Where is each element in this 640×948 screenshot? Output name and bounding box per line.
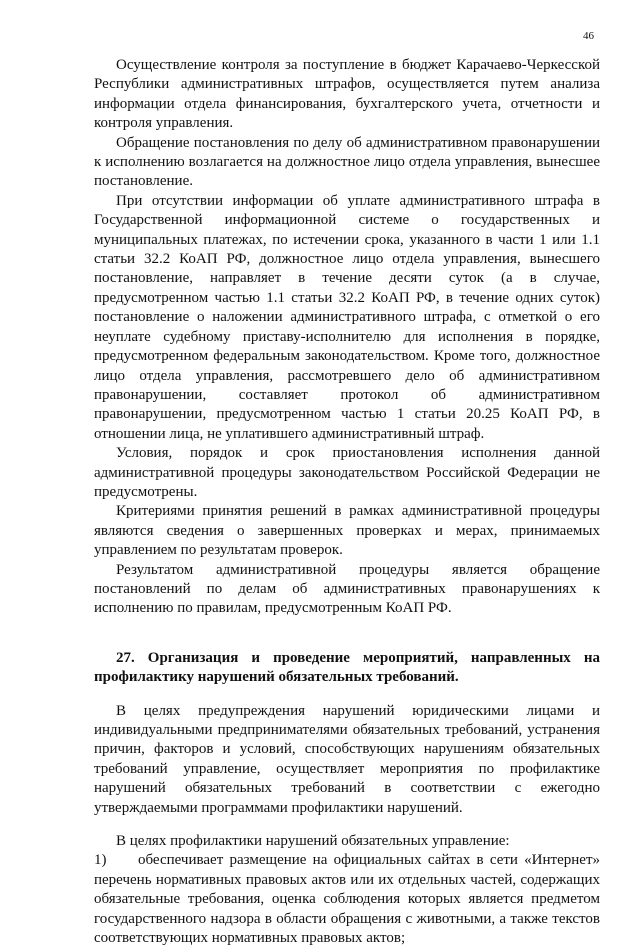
section-heading: 27. Организация и проведение мероприятий, направленных на профилактику нарушений обязательных требований. xyxy=(94,649,600,686)
paragraph-enforcement: Обращение постановления по делу об административном правонарушении к исполнению возлагается на должностное лицо отдела управления, вынесшее постановление. xyxy=(94,134,600,190)
section-intro: В целях предупреждения нарушений юридическими лицами и индивидуальными предпринимателями обязательных требований, устранения причин, факторов и условий, способствующих нарушениям обязательных требований управление, осуществляет мероприятия по профилактике нарушений обязательных требований в соответствии с ежегодно утверждаемыми программами профилактики нарушений. xyxy=(94,702,600,816)
page-number: 46 xyxy=(583,30,594,42)
list-item-number: 1) xyxy=(94,852,107,869)
paragraph-result: Результатом административной процедуры является обращение постановлений по делам об административных правонарушениях к исполнению по правилам, предусмотренным КоАП РФ. xyxy=(94,561,600,617)
list-lead: В целях профилактики нарушений обязательных управление: xyxy=(116,833,510,850)
list-item-text: обеспечивает размещение на официальных сайтах в сети «Интернет» перечень нормативных правовых актов или их отдельных частей, содержащих обязательные требования, оценка соблюдения которых является предметом государственного надзора в области обращения с животными, а также текстов соответствующих нормативных правовых актов; xyxy=(94,852,600,947)
list-item xyxy=(94,851,600,948)
paragraph-criteria: Критериями принятия решений в рамках административной процедуры являются сведения о завершенных проверках и мерах, принимаемых управлением по результатам проверок. xyxy=(94,503,600,559)
paragraph-unpaid-fine: При отсутствии информации об уплате административного штрафа в Государственной информационной системе о государственных и муниципальных платежах, по истечении срока, указанного в части 1 или 1.1 статьи 32.2 КоАП РФ, должностное лицо отдела управления, вынесшего постановление, направляет в течение десяти суток (а в случае, предусмотренном частью 1.1 статьи 32.2 КоАП РФ, в течение одних суток) постановление о наложении административного штрафа, с отметкой о его неуплате судебному приставу-исполнителю для исполнения в порядке, предусмотренном федеральным законодательством. Кроме того, должностное лицо отдела управления, рассмотревшего дело об административном правонарушении, составляет протокол об административном правонарушении, предусмотренном частью 1 статьи 20.25 КоАП РФ, в отношении лица, не уплатившего административный штраф. xyxy=(94,192,600,442)
paragraph-suspension: Условия, порядок и срок приостановления исполнения данной административной процедуры законодательством Российской Федерации не предусмотрены. xyxy=(94,445,600,500)
spacer xyxy=(94,818,600,832)
paragraph-revenue-control: Осуществление контроля за поступление в бюджет Карачаево-Черкесской Республики административных штрафов, осуществляется путем анализа информации отдела финансирования, бухгалтерского учета, отчетности и контроля управления. xyxy=(94,57,600,132)
spacer xyxy=(94,619,600,633)
document-body xyxy=(94,56,600,948)
spacer xyxy=(94,688,600,702)
